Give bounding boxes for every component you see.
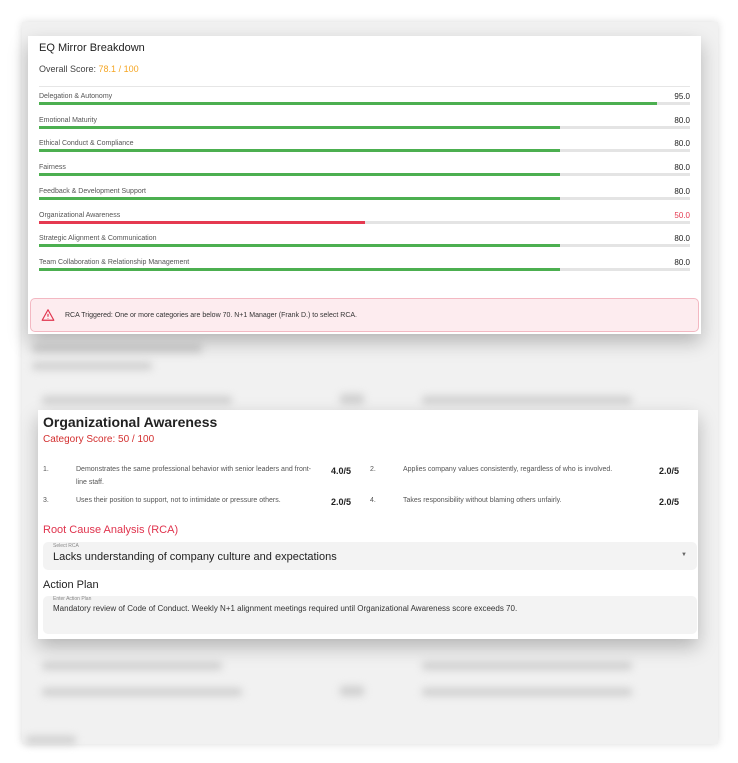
category-row xyxy=(39,117,690,139)
category-value: 80.0 xyxy=(674,234,690,244)
overall-score xyxy=(39,64,139,74)
category-value: 80.0 xyxy=(674,163,690,173)
card-title: EQ Mirror Breakdown xyxy=(39,42,145,54)
category-title: Organizational Awareness xyxy=(43,414,218,430)
category-value: 80.0 xyxy=(674,186,690,196)
progress-track xyxy=(39,244,690,247)
category-row xyxy=(39,164,690,186)
blurred-text xyxy=(422,688,632,696)
action-plan-input[interactable] xyxy=(43,596,697,634)
chevron-down-icon: ▼ xyxy=(681,552,687,558)
question-number: 4. xyxy=(370,497,376,504)
eq-mirror-breakdown-card xyxy=(28,36,701,334)
question-score: 2.0/5 xyxy=(659,466,680,476)
category-row xyxy=(39,140,690,162)
category-row xyxy=(39,212,690,234)
category-label: Ethical Conduct & Compliance xyxy=(39,140,134,148)
action-plan-value: Mandatory review of Code of Conduct. Weekly N+1 alignment meetings required until Organizational Awareness score exceeds 70. xyxy=(53,604,518,613)
blurred-text xyxy=(42,688,242,696)
blurred-text xyxy=(32,344,202,353)
category-value: 80.0 xyxy=(674,115,690,125)
progress-fill xyxy=(39,268,560,271)
question-text: Demonstrates the same professional behavior with senior leaders and front-line staff. xyxy=(76,466,312,486)
question-score: 2.0/5 xyxy=(331,497,352,507)
category-label: Fairness xyxy=(39,164,66,172)
blurred-text xyxy=(32,362,152,370)
category-label: Strategic Alignment & Communication xyxy=(39,235,157,243)
progress-fill xyxy=(39,102,657,105)
overall-score-value: 78.1 / 100 xyxy=(98,64,139,74)
action-plan-label: Enter Action Plan xyxy=(53,596,92,602)
progress-track xyxy=(39,126,690,129)
progress-track xyxy=(39,173,690,176)
blurred-text xyxy=(26,736,76,744)
question-number: 3. xyxy=(43,497,49,504)
question-text: Applies company values consistently, regardless of who is involved. xyxy=(403,466,613,473)
category-row xyxy=(39,188,690,210)
category-value: 50.0 xyxy=(674,210,690,220)
category-label: Emotional Maturity xyxy=(39,116,97,124)
overall-score-label: Overall Score: xyxy=(39,64,97,74)
progress-fill xyxy=(39,221,365,224)
rca-select[interactable] xyxy=(43,542,697,570)
rca-heading: Root Cause Analysis (RCA) xyxy=(43,524,179,536)
category-label: Organizational Awareness xyxy=(39,211,121,219)
progress-fill xyxy=(39,173,560,176)
progress-track xyxy=(39,268,690,271)
divider xyxy=(39,86,690,87)
progress-fill xyxy=(39,149,560,152)
category-label: Team Collaboration & Relationship Management xyxy=(39,258,190,266)
blurred-text xyxy=(42,662,222,670)
blurred-text xyxy=(42,396,232,404)
progress-fill xyxy=(39,244,560,247)
progress-track xyxy=(39,102,690,105)
warning-icon xyxy=(41,308,55,322)
rca-alert xyxy=(30,298,699,332)
question-text: Takes responsibility without blaming others unfairly. xyxy=(403,497,562,504)
rca-selected-value: Lacks understanding of company culture and expectations xyxy=(53,551,337,563)
blurred-text xyxy=(340,686,364,696)
question-text: Uses their position to support, not to intimidate or pressure others. xyxy=(76,497,281,504)
action-plan-heading: Action Plan xyxy=(43,579,99,591)
category-detail-card xyxy=(38,410,698,639)
category-label: Feedback & Development Support xyxy=(39,187,147,195)
progress-fill xyxy=(39,197,560,200)
progress-track xyxy=(39,197,690,200)
blurred-text xyxy=(340,394,364,404)
alert-text: RCA Triggered: One or more categories are below 70. N+1 Manager (Frank D.) to select RCA. xyxy=(65,312,357,319)
progress-fill xyxy=(39,126,560,129)
rca-select-label: Select RCA xyxy=(53,543,79,549)
progress-track xyxy=(39,221,690,224)
question-number: 2. xyxy=(370,466,376,473)
question-number: 1. xyxy=(43,466,49,473)
category-value: 95.0 xyxy=(674,92,690,101)
category-value: 80.0 xyxy=(674,139,690,149)
blurred-text xyxy=(422,662,632,670)
category-row xyxy=(39,235,690,257)
blurred-text xyxy=(422,396,632,404)
category-label: Delegation & Autonomy xyxy=(39,93,113,100)
category-row xyxy=(39,259,690,281)
progress-track xyxy=(39,149,690,152)
category-value: 80.0 xyxy=(674,257,690,267)
question-score: 2.0/5 xyxy=(659,497,680,507)
category-score: Category Score: 50 / 100 xyxy=(43,434,155,445)
category-row xyxy=(39,93,690,115)
question-score: 4.0/5 xyxy=(331,466,352,476)
